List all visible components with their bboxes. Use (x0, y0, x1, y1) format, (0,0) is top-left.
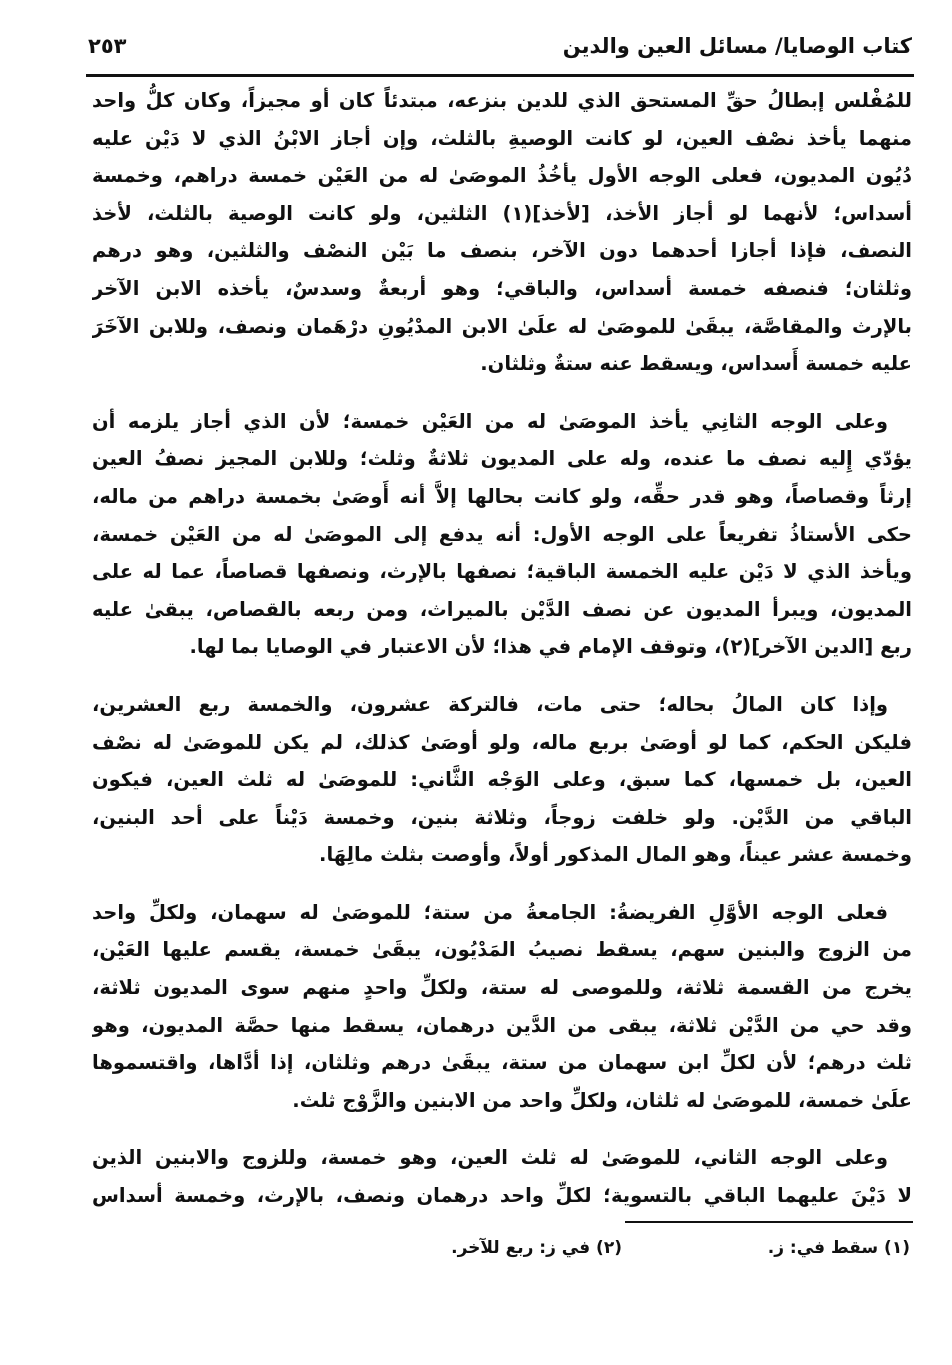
paragraph (92, 82, 912, 383)
text-line: وإذا كان المالُ بحاله؛ حتى مات، فالتركة عشرون، والخمسة ربع العشرين، (92, 692, 888, 716)
text-line: المديون، ويبرأ المديون عن نصف الدَّيْن بالميراث، ومن ربعه بالقصاص، يبقىٰ عليه (92, 597, 912, 621)
text-line: من الزوج والبنين سهم، يسقط نصيبُ المَدْيُون، يبقَىٰ خمسة، يقسم عليها العَيْن، (92, 938, 912, 962)
text-line: ثلث درهم؛ لأن لكلِّ ابن سهمان من ستة، يبقَىٰ درهم وثلثان، إذا أدَّاها، واقتسموها (92, 1051, 912, 1075)
header-rule (86, 74, 914, 77)
paragraph (92, 894, 912, 1120)
text-line: فعلى الوجه الأوَّلِ الفريضةُ: الجامعةُ من ستة؛ للموصَىٰ له سهمان، ولكلِّ واحد (92, 900, 888, 924)
text-line: وعلى الوجه الثاني، للموصَىٰ له ثلث العين، وهو خمسة، وللزوج والابنين الذين (92, 1146, 888, 1170)
running-header-title: كتاب الوصايا/ مسائل العين والدين (562, 34, 912, 58)
text-line: يؤدّي إِليه نصف ما عنده، وله على المديون ثلاثةٌ وثلث؛ وللابن المجيز نصفُ العين (92, 447, 912, 471)
text-line: ربع [الدين الآخر](٢)، وتوقف الإمام في هذا؛ لأن الاعتبار في الوصايا بما لها. (189, 635, 912, 659)
text-line: وعلى الوجه الثانِي يأخذ الموصَىٰ له من العَيْن خمسة؛ لأن الذي أجاز يلزمه أن (92, 409, 888, 433)
text-line: النصف، فإذا أجازا أحدهما دون الآخر، بنصف ما بَيْن النصْف والثلثين، وهو درهم (92, 239, 912, 263)
text-line: يخرج من القسمة ثلاثة، وللموصى له ستة، ولكلِّ واحدٍ منهم سوى المديون ثلاثة، (92, 976, 912, 1000)
text-line: للمُفْلس إبطالُ حقِّ المستحق الذي للدين بنزعه، مبتدئاً كان أو مجيزاً، وكان كلُّ واحد (92, 89, 912, 112)
footnote-rule (625, 1221, 913, 1223)
text-line: حكى الأستاذُ تفريعاً على الوجه الأول: أنه يدفع إلى الموصَىٰ له من العَيْن خمسة، (92, 522, 912, 546)
paragraph (92, 686, 912, 874)
text-line: ويأخذ الذي لا دَيْن عليه الخمسة الباقية؛ نصفها بالإرث، ونصفها قصاصاً، عما له على (92, 560, 912, 584)
text-line: إرثاً وقصاصاً، وهو قدر حقِّه، ولو كانت بحالها إلاَّ أنه أَوصَىٰ بخمسة دراهم من ماله، (92, 484, 912, 508)
text-line: الباقي من الدَّيْن. ولو خلفت زوجاً، وثلاثة بنين، وخمسة دَيْناً على أحد البنين، (92, 805, 912, 829)
text-line: وخمسة عشر عيناً، وهو المال المذكور أولاً، وأوصت بثلث مالِهَا. (319, 843, 912, 867)
text-line: أسداس؛ لأنهما لو أجاز الأخذ، [لأخذ](١) الثلثين، ولو كانت الوصية بالثلث، لأخذ (92, 201, 912, 225)
text-line: لا دَيْنَ عليهما الباقي بالتسوية؛ لكلِّ واحد درهمان ونصف، بالإرث، وخمسة أسداس (92, 1184, 912, 1208)
text-line: دُيُون المديون، فعلى الوجه الأول يأخُذُ الموصَىٰ له من العَيْن خمسة دراهم، وخمسة (92, 164, 912, 188)
paragraph (92, 1139, 912, 1214)
text-line: علَىٰ خمسة، للموصَىٰ له ثلثان، ولكلِّ واحد من الابنين والزَّوْج ثلث. (292, 1088, 912, 1112)
text-line: منهما يأخذ نصْف العين، لو كانت الوصيةِ بالثلث، وإن أجاز الابْنُ الذي لا دَيْن عليه (92, 126, 912, 150)
text-line: عليه خمسة أَسداس، ويسقط عنه ستةٌ وثلثان. (480, 352, 912, 376)
footnote-1: (١) سقط في: ز. (767, 1238, 910, 1258)
text-line: بالإرث والمقاصَّة، يبقَىٰ للموصَىٰ له علَىٰ الابن المدْيُونِ درْهَمان ونصف، وللابن الآخَرَ (92, 314, 912, 338)
footnote-2: (٢) في ز: ربع للآخر. (451, 1238, 622, 1258)
text-line: فليكن الحكم، كما لو أوصَىٰ بربع ماله، ولو أوصَىٰ كذلك، لم يكن للموصَىٰ له نصْف (92, 730, 912, 754)
text-line: وثلثان؛ فنصفه خمسة أسداس، والباقي؛ وهو أربعةٌ وسدسٌ، يأخذه الابن الآخر (92, 276, 912, 300)
paragraph (92, 403, 912, 666)
page-number: ٢٥٣ (88, 34, 127, 58)
body-text (92, 82, 912, 1235)
text-line: العين، بل خمسها، كما سبق، وعلى الوَجْه الثَّاني: للموصَىٰ له ثلث العين، فيكون (92, 768, 912, 792)
text-line: وقد حي من الدَّيْن ثلاثة، يبقى من الدَّين درهمان، يسقط منها حصَّة المديون، وهو (92, 1013, 912, 1037)
